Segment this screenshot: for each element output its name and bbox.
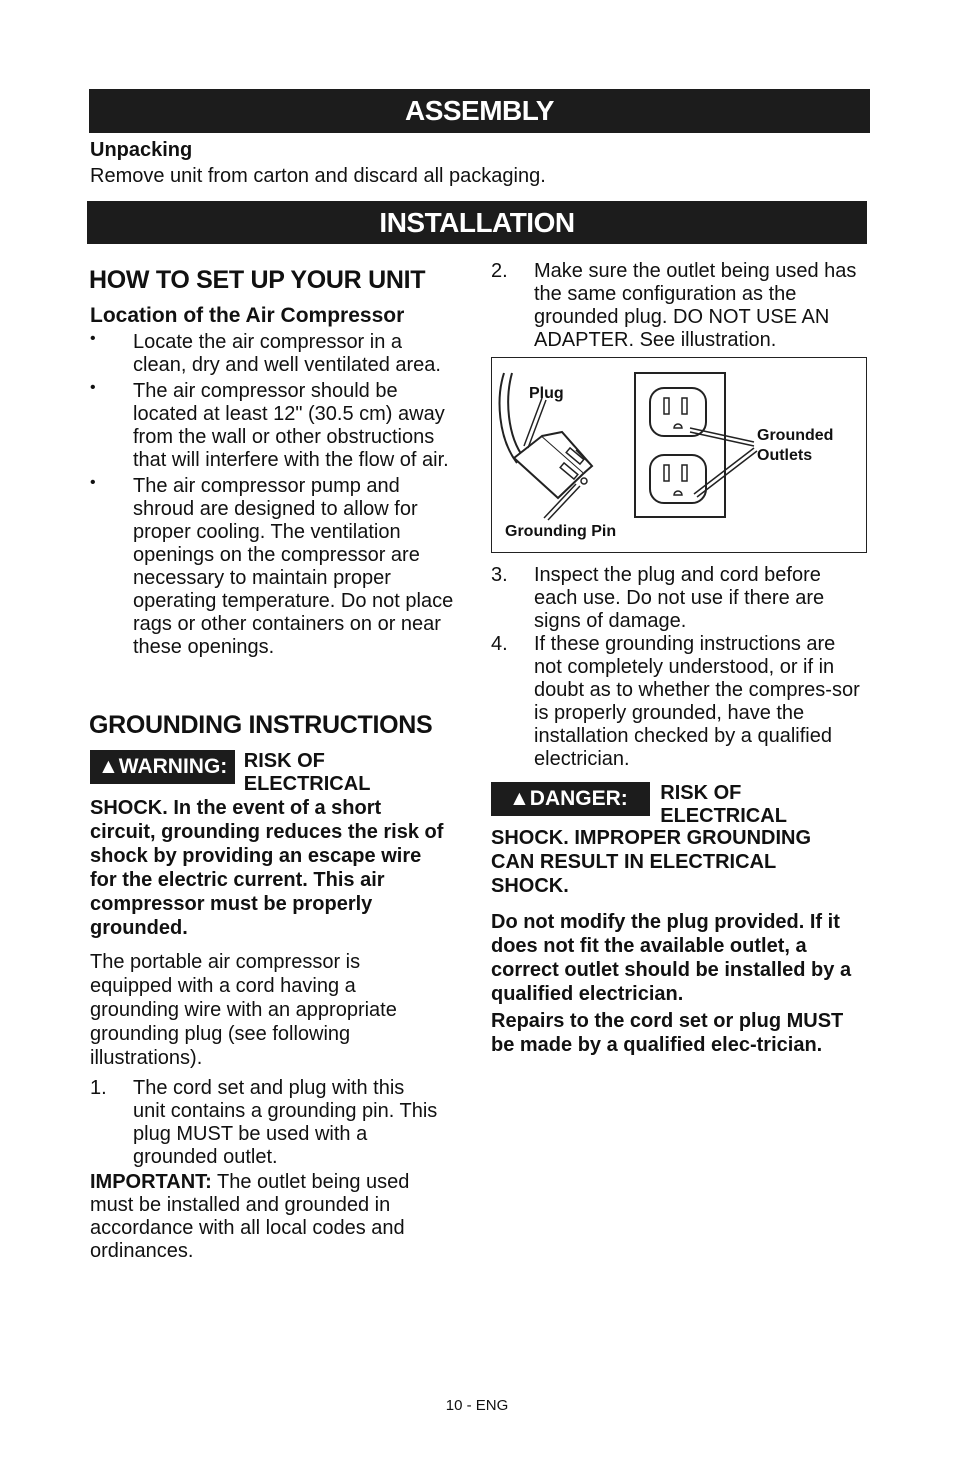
plug-label: Plug: [529, 385, 564, 402]
danger-text: SHOCK. IMPROPER GROUNDING CAN RESULT IN ELECTRICAL SHOCK.: [491, 827, 812, 897]
installation-banner: [87, 201, 867, 244]
bullet-icon: •: [90, 379, 96, 396]
list-item: • The air compressor should be located at least 12" (30.5 cm) away from the wall or other obstructions that will interfere with the flow of air.: [90, 380, 460, 472]
warning-text: SHOCK. In the event of a short circuit, grounding reduces the risk of shock by providing an escape wire for the electric current. This air compressor must be properly grounded.: [90, 797, 444, 939]
danger-para-2: Repairs to the cord set or plug MUST be made by a qualified elec-trician.: [491, 1010, 844, 1056]
warning-triangle-icon: ▲: [98, 755, 119, 778]
assembly-title: ASSEMBLY: [404, 95, 554, 126]
page-number: 10 - ENG: [445, 1397, 509, 1414]
step-1: [90, 1077, 440, 1169]
warning-head: RISK OF ELECTRICAL: [243, 750, 371, 795]
setup-heading: HOW TO SET UP YOUR UNIT: [89, 266, 426, 294]
grounded-outlets-label: Grounded Outlets: [757, 427, 834, 464]
list-item: • Locate the air compressor in a clean, dry and well ventilated area.: [90, 331, 460, 377]
list-item: 3. Inspect the plug and cord before each use. Do not use if there are signs of damage.: [491, 564, 825, 632]
bullet-icon: •: [90, 330, 96, 347]
grounding-intro: The portable air compressor is equipped with a cord having a grounding wire with an appropriate grounding plug (see following illustrations).: [90, 951, 397, 1069]
grounding-pin-label: Grounding Pin: [505, 523, 617, 540]
danger-para-1: Do not modify the plug provided. If it does not fit the available outlet, a correct outlet should be installed by a qualified electrician.: [491, 911, 852, 1005]
installation-title: INSTALLATION: [379, 207, 575, 238]
unpacking-heading: Unpacking: [90, 139, 193, 161]
warning-badge: ▲WARNING:: [90, 750, 235, 784]
step-2: [491, 260, 866, 352]
steps-3-4: [491, 564, 866, 771]
outlet-icon: [635, 373, 725, 517]
warning-block: [90, 750, 450, 940]
list-item: 1. The cord set and plug with this unit contains a grounding pin. This plug MUST be used with a grounded outlet.: [90, 1077, 438, 1168]
grounding-heading: GROUNDING INSTRUCTIONS: [89, 711, 433, 739]
location-bullet-list: [90, 331, 460, 662]
danger-badge: ▲DANGER:: [491, 782, 650, 816]
list-item: 4. If these grounding instructions are not completely understood, or if in doubt as to whether the compres-sor is properly grounded, have the installation checked by a qualified electrician.: [491, 633, 860, 770]
plug-outlet-illustration: [491, 357, 867, 553]
danger-triangle-icon: ▲: [509, 787, 530, 810]
list-item: 2. Make sure the outlet being used has the same configuration as the grounded plug. DO NOT USE AN ADAPTER. See illustration.: [491, 260, 857, 351]
important-note: IMPORTANT: The outlet being used must be installed and grounded in accordance with all local codes and ordinances.: [90, 1171, 410, 1262]
unpacking-text: Remove unit from carton and discard all packaging.: [90, 165, 546, 187]
list-item: • The air compressor pump and shroud are designed to allow for proper cooling. The ventilation openings on the compressor are necessary to maintain proper operating temperature. Do not place rags or other containers on or near these openings.: [90, 475, 460, 659]
bullet-icon: •: [90, 474, 96, 491]
location-heading: Location of the Air Compressor: [90, 304, 405, 327]
assembly-banner: [89, 89, 870, 133]
danger-block: [491, 782, 861, 1057]
danger-head: RISK OF ELECTRICAL: [660, 782, 787, 827]
